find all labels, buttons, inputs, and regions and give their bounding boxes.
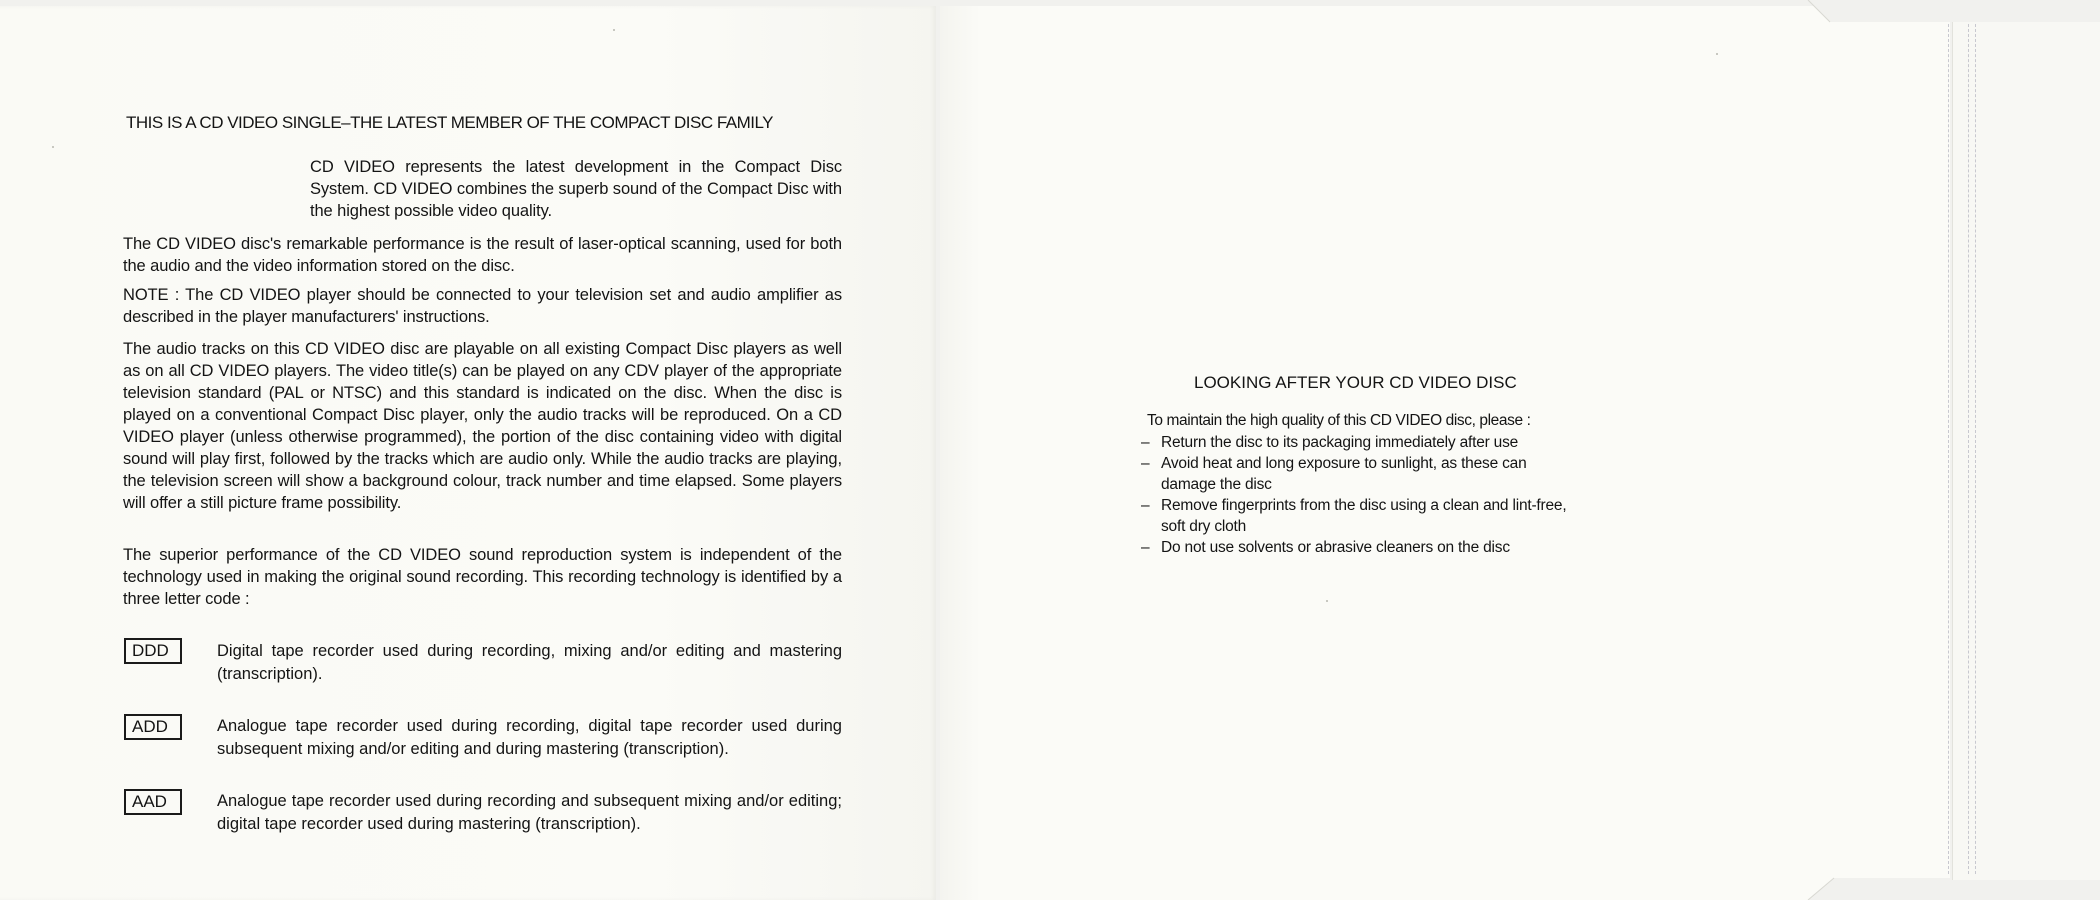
note-paragraph: NOTE : The CD VIDEO player should be connected to your television set and audio amplifier as described in the player manufacturers' instructions. xyxy=(123,286,842,326)
performance-paragraph: The CD VIDEO disc's remarkable performance is the result of laser-optical scanning, used for both the audio and the video information stored on the disc. xyxy=(123,235,842,275)
dash-bullet: – xyxy=(1141,497,1150,514)
care-list xyxy=(1141,432,1581,558)
intro-paragraph: CD VIDEO represents the latest development in the Compact Disc System. CD VIDEO combines the superb sound of the Compact Disc with the highest possible video quality. xyxy=(310,158,842,220)
care-intro: To maintain the high quality of this CD VIDEO disc, please : xyxy=(1147,412,1531,429)
audio-tracks-paragraph: The audio tracks on this CD VIDEO disc are playable on all existing Compact Disc players as well as on all CD VIDEO players. The video title(s) can be played on any CDV player of the appropriate television standard (PAL or NTSC) and this standard is indicated on the disc. When the disc is played on a conventional Compact Disc player, only the audio tracks will be reproduced. On a CD VIDEO player (unless otherwise programmed), the portion of the disc containing video with digital sound will play first, followed by the tracks which are audio only. While the audio tracks are playing, the television screen will show a background colour, track number and time elapsed. Some players will offer a still picture frame possibility. xyxy=(123,340,842,512)
list-item: – Avoid heat and long exposure to sunlight, as these can damage the disc xyxy=(1141,455,1527,493)
code-badge-aad: AAD xyxy=(124,789,182,815)
flap-notches xyxy=(1800,0,2100,900)
paper-speck xyxy=(52,146,54,148)
paper-speck xyxy=(1326,600,1328,602)
code-description-aad: Analogue tape recorder used during recording and subsequent mixing and/or editing; digital tape recorder used during mastering (transcription). xyxy=(217,792,842,833)
code-badge-add: ADD xyxy=(124,714,182,740)
list-item: – Return the disc to its packaging immediately after use xyxy=(1141,434,1519,451)
paper-speck xyxy=(1716,53,1718,55)
paper-speck xyxy=(613,29,615,31)
code-badge-ddd: DDD xyxy=(124,638,182,664)
code-description-add: Analogue tape recorder used during recording, digital tape recorder used during subsequent mixing and/or editing and during mastering (transcription). xyxy=(217,717,842,758)
list-item: – Remove fingerprints from the disc using a clean and lint-free, soft dry cloth xyxy=(1141,497,1567,535)
page-title: THIS IS A CD VIDEO SINGLE–THE LATEST MEMBER OF THE COMPACT DISC FAMILY xyxy=(126,113,774,132)
list-item: – Do not use solvents or abrasive cleaners on the disc xyxy=(1141,539,1510,556)
dash-bullet: – xyxy=(1141,455,1150,472)
code-description-ddd: Digital tape recorder used during recording, mixing and/or editing and mastering (transcription). xyxy=(217,642,842,683)
care-title: LOOKING AFTER YOUR CD VIDEO DISC xyxy=(1194,373,1517,392)
dash-bullet: – xyxy=(1141,434,1150,451)
dash-bullet: – xyxy=(1141,539,1150,556)
recording-technology-paragraph: The superior performance of the CD VIDEO sound reproduction system is independent of the technology used in making the original sound recording. This recording technology is identified by a three letter code : xyxy=(123,546,842,608)
